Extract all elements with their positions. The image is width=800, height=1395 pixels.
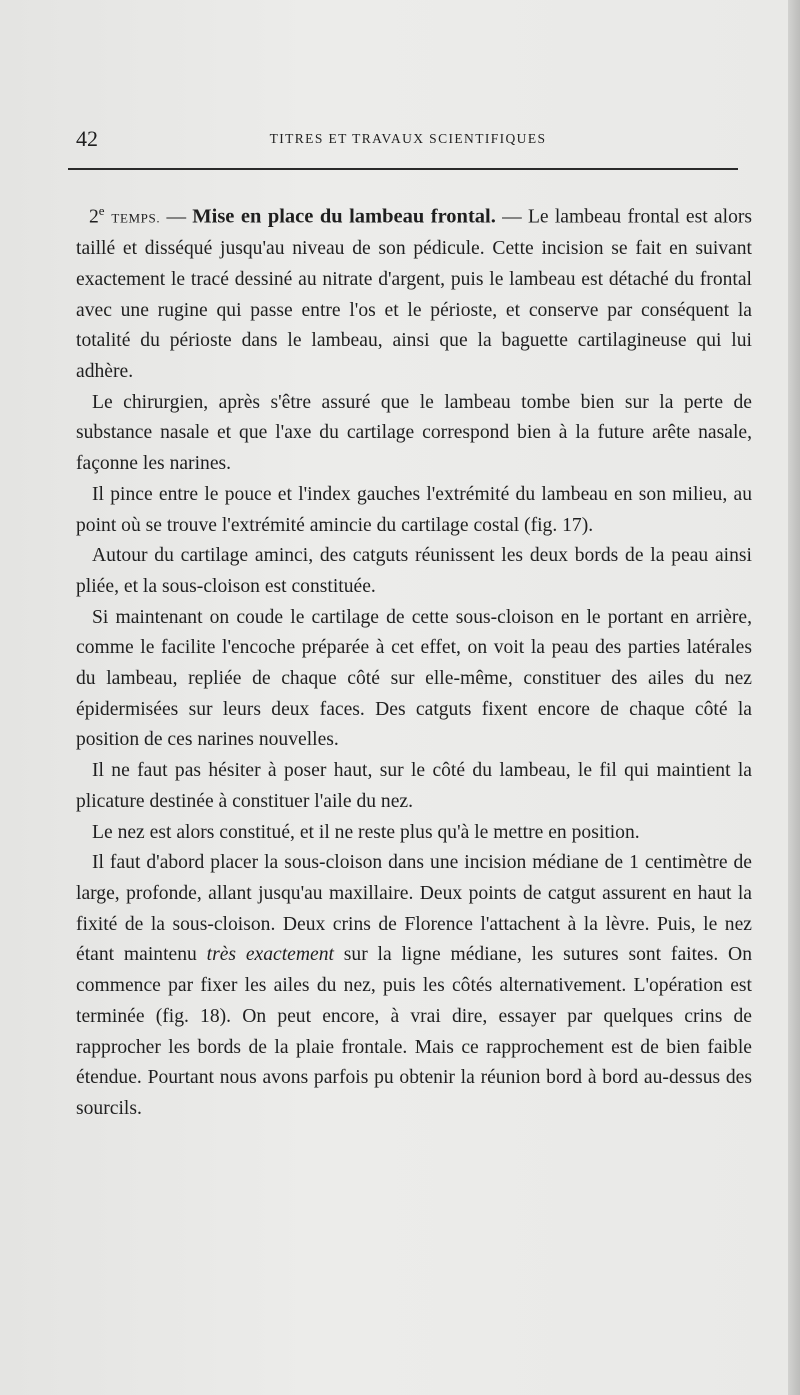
paragraph: Le nez est alors constitué, et il ne reste plus qu'à le mettre en position. xyxy=(92,821,640,843)
body-text xyxy=(76,196,752,1125)
paragraph-text: — Le lambeau frontal est alors taillé et disséqué jusqu'au niveau de son pédicule. Cette incision se fait en suivant exactement le tracé dessiné au nitrate d'argent, puis le lambeau est détaché du frontal avec une rugine qui passe entre l'os et le périoste, et conserve par conséquent la totalité du périoste dans le lambeau, ainsi que la baguette cartilagineuse qui lui adhère. xyxy=(76,206,753,383)
page-header xyxy=(76,126,740,156)
paragraph: Le chirurgien, après s'être assuré que le lambeau tombe bien sur la perte de substance nasale et que l'axe du cartilage correspond bien à la future arête nasale, façonne les narines. xyxy=(76,391,752,475)
section-heading: Mise en place du lambeau frontal. xyxy=(192,205,496,228)
paragraph-text: Il faut d'abord placer la sous-cloison dans une incision médiane de 1 centimètre de large, profonde, allant jusqu'au maxillaire. Deux points de catgut assurent en haut la fixité de la sous-cloison. Deux crins de Florence l'attachent à la lèvre. Puis, le nez étant maintenu xyxy=(76,852,752,966)
paragraph: Autour du cartilage aminci, des catguts réunissent les deux bords de la peau ainsi pliée, et la sous-cloison est constituée. xyxy=(76,545,752,597)
header-rule xyxy=(68,168,738,170)
ordinal-suffix: e xyxy=(98,203,106,218)
italic-phrase: très exactement xyxy=(206,944,334,966)
page-number: 42 xyxy=(76,126,98,151)
paragraph: Il pince entre le pouce et l'index gauches l'extrémité du lambeau en son milieu, au point où se trouve l'extrémité amincie du cartilage costal (fig. 17). xyxy=(76,483,752,536)
paragraph: Si maintenant on coude le cartilage de cette sous-cloison en le portant en arrière, comme le facilite l'encoche préparée à cet effet, on voit la peau des parties latérales du lambeau, repliée de chaque côté sur elle-même, constituer des ailes du nez épidermisées sur leurs deux faces. Des catguts fixent encore de chaque côté la position de ces narines nouvelles. xyxy=(76,606,752,751)
running-title: TITRES ET TRAVAUX SCIENTIFIQUES xyxy=(269,131,547,146)
section-number: 2 xyxy=(89,206,99,228)
paragraph xyxy=(76,196,752,388)
paragraph xyxy=(76,848,752,1124)
em-dash: — xyxy=(166,206,187,228)
paragraph-text: sur la ligne médiane, les sutures sont faites. On commence par fixer les ailes du nez, puis les côtés alternativement. L'opération est terminée (fig. 18). On peut encore, à vrai dire, essayer par quelques crins de rapprocher les bords de la plaie frontale. Mais ce rapprochement est de bien faible étendue. Pourtant nous avons parfois pu obtenir la réunion bord à bord au-dessus des sourcils. xyxy=(76,944,753,1119)
paragraph: Il ne faut pas hésiter à poser haut, sur le côté du lambeau, le fil qui maintient la plicature destinée à constituer l'aile du nez. xyxy=(76,760,752,812)
section-label: TEMPS. xyxy=(111,210,161,226)
page-edge-shadow xyxy=(788,0,800,1395)
